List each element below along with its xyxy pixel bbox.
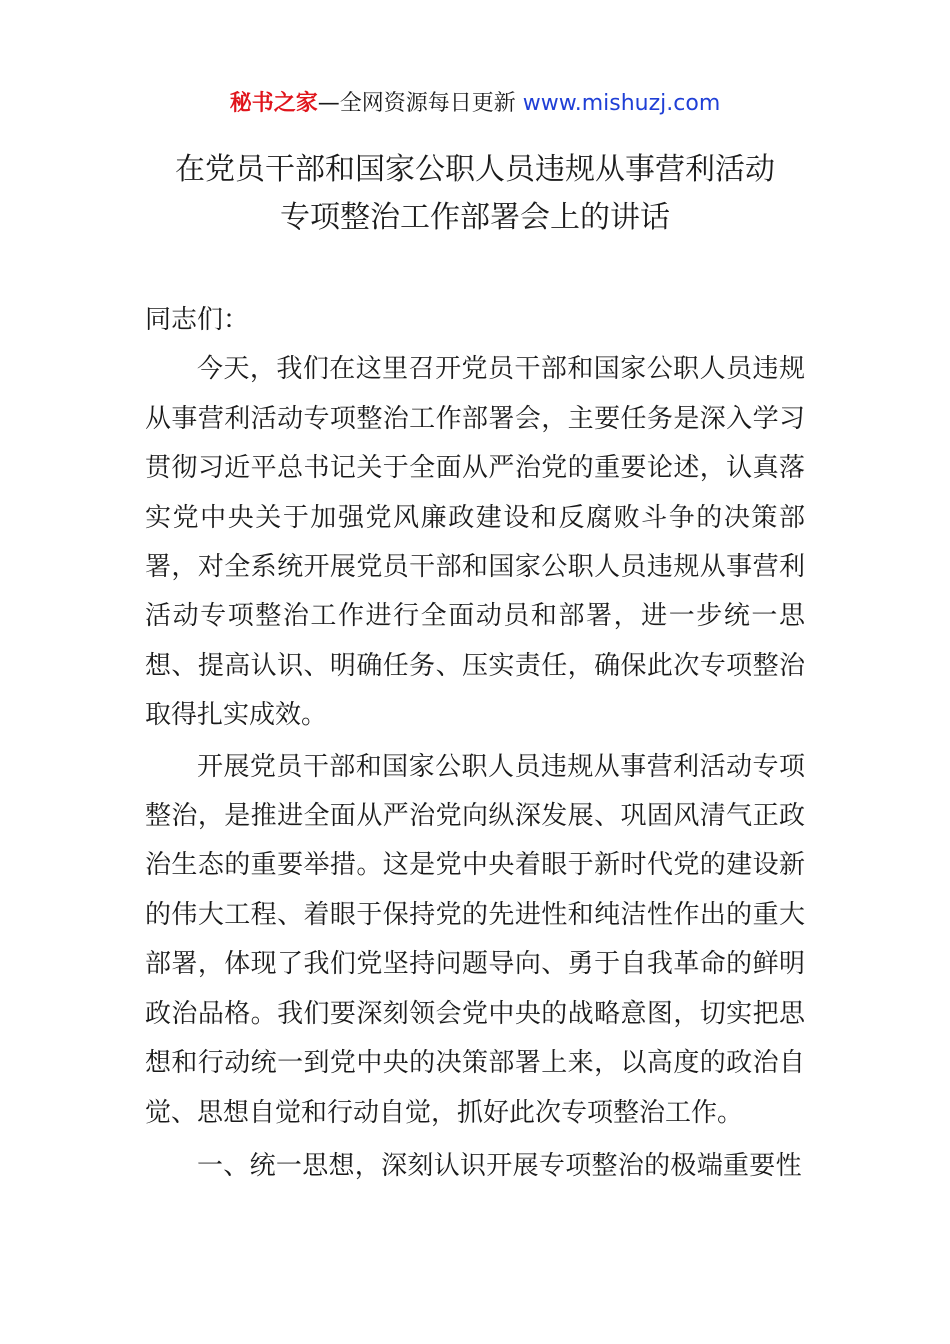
paragraph-2: 开展党员干部和国家公职人员违规从事营利活动专项整治，是推进全面从严治党向纵深发展、巩固风清气正政治生态的重要举措。这是党中央着眼于新时代党的建设新的伟大工程、着眼于保持党的先进性和纯洁性作出的重大部署，体现了我们党坚持问题导向、勇于自我革命的鲜明政治品格。我们要深刻领会党中央的战略意图，切实把思想和行动统一到党中央的决策部署上来，以高度的政治自觉、思想自觉和行动自觉，抓好此次专项整治工作。: [145, 751, 805, 1128]
document-title: [0, 146, 950, 242]
title-line-1: 在党员干部和国家公职人员违规从事营利活动: [175, 152, 775, 187]
site-url-link[interactable]: www.mishuzj.com: [522, 91, 721, 116]
section-heading-1: 一、统一思想，深刻认识开展专项整治的极端重要性: [197, 1150, 802, 1181]
header-tagline: 全网资源每日更新: [339, 91, 523, 116]
brand-name: 秘书之家: [229, 91, 318, 116]
paragraph-1: 今天，我们在这里召开党员干部和国家公职人员违规从事营利活动专项整治工作部署会，主要任务是深入学习贯彻习近平总书记关于全面从严治党的重要论述，认真落实党中央关于加强党风廉政建设和反腐败斗争的决策部署，对全系统开展党员干部和国家公职人员违规从事营利活动专项整治工作进行全面动员和部署，进一步统一思想、提高认识、明确任务、压实责任，确保此次专项整治取得扎实成效。: [145, 354, 805, 731]
title-line-2: 专项整治工作部署会上的讲话: [280, 200, 670, 235]
header-separator: —: [317, 91, 340, 116]
document-body: [145, 296, 805, 1191]
site-header: [0, 88, 950, 120]
salutation: 同志们：: [145, 305, 250, 335]
